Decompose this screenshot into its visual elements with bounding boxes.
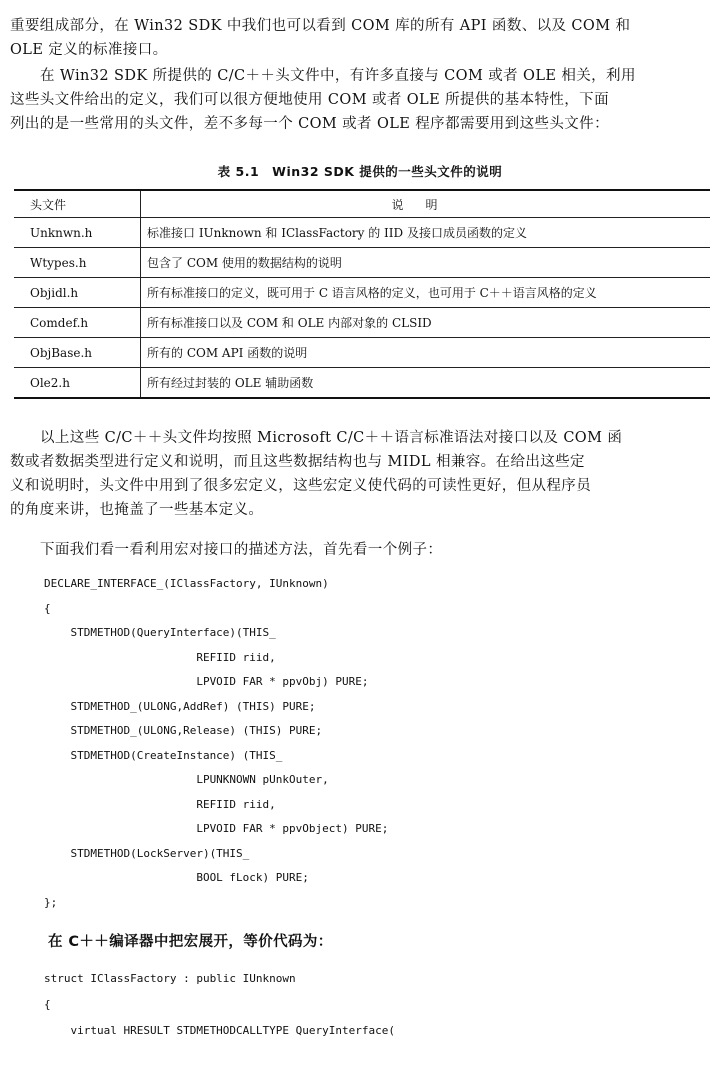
cell-description: 所有标准接口的定义，既可用于 C 语言风格的定义，也可用于 C＋＋语言风格的定义 [141, 278, 711, 308]
cell-description: 所有经过封装的 OLE 辅助函数 [141, 368, 711, 399]
code-block-struct-expansion [44, 966, 395, 1044]
example-intro [10, 538, 710, 562]
cell-file: Wtypes.h [14, 248, 141, 278]
cell-description: 标准接口 IUnknown 和 IClassFactory 的 IID 及接口成员函数的定义 [141, 218, 711, 248]
cell-file: Unknwn.h [14, 218, 141, 248]
macro-paragraph [10, 426, 710, 522]
code-line: REFIID riid, [44, 797, 276, 811]
code-line: LPUNKNOWN pUnkOuter, [44, 773, 329, 786]
table-row [14, 308, 710, 338]
text-line: 重要组成部分，在 Win32 SDK 中我们也可以看到 COM 库的所有 API 函数、以及 COM 和 [10, 18, 631, 34]
code-line: struct IClassFactory : public IUnknown [44, 972, 296, 985]
expansion-heading: 在 C＋＋编译器中把宏展开，等价代码为： [48, 934, 333, 950]
text-line: 义和说明时，头文件中用到了很多宏定义，这些宏定义使代码的可读性更好，但从程序员 [10, 478, 592, 494]
code-line: DECLARE_INTERFACE_(IClassFactory, IUnknown) [44, 577, 329, 590]
code-line: STDMETHOD_(ULONG,Release) (THIS) PURE; [44, 724, 323, 737]
header-files-table [14, 189, 710, 399]
code-line: STDMETHOD(CreateInstance) (THIS_ [44, 748, 283, 762]
code-line: STDMETHOD(LockServer)(THIS_ [44, 846, 250, 860]
code-line: { [44, 998, 51, 1011]
table-row [14, 278, 710, 308]
code-line: BOOL fLock) PURE; [44, 871, 309, 884]
text-line: 的角度来讲，也掩盖了一些基本定义。 [10, 502, 264, 518]
headers-paragraph [10, 64, 710, 136]
code-line: REFIID riid, [44, 650, 276, 664]
text-line: OLE 定义的标准接口。 [10, 42, 168, 58]
code-line: STDMETHOD_(ULONG,AddRef) (THIS) PURE; [44, 699, 316, 713]
code-line: STDMETHOD(QueryInterface)(THIS_ [44, 626, 276, 639]
table-row [14, 218, 710, 248]
cell-file: Objidl.h [14, 278, 141, 308]
cell-file: Comdef.h [14, 308, 141, 338]
column-header-file: 头文件 [14, 190, 141, 218]
table-row [14, 248, 710, 278]
code-line: LPVOID FAR * ppvObject) PURE; [44, 822, 389, 835]
cell-file: ObjBase.h [14, 338, 141, 368]
code-line: virtual HRESULT STDMETHODCALLTYPE QueryInterface( [44, 1024, 395, 1037]
text-line: 这些头文件给出的定义，我们可以很方便地使用 COM 或者 OLE 所提供的基本特性，下面 [10, 92, 609, 108]
text-line: 列出的是一些常用的头文件，差不多每一个 COM 或者 OLE 程序都需要用到这些头文件： [10, 116, 609, 132]
cell-file: Ole2.h [14, 368, 141, 399]
cell-description: 所有的 COM API 函数的说明 [141, 338, 711, 368]
column-header-description: 说明 [141, 190, 711, 218]
intro-paragraph [10, 14, 710, 62]
code-line: { [44, 601, 51, 615]
code-block-declare-interface [44, 572, 388, 915]
text-line: 下面我们看一看利用宏对接口的描述方法，首先看一个例子： [40, 542, 443, 558]
text-line: 数或者数据类型进行定义和说明，而且这些数据结构也与 MIDL 相兼容。在给出这些定 [10, 454, 585, 470]
code-line: }; [44, 895, 58, 909]
table-caption: 表 5.1 Win32 SDK 提供的一些头文件的说明 [217, 164, 503, 179]
table-header-row [14, 190, 710, 218]
table-row [14, 338, 710, 368]
cell-description: 包含了 COM 使用的数据结构的说明 [141, 248, 711, 278]
text-line: 以上这些 C/C＋＋头文件均按照 Microsoft C/C＋＋语言标准语法对接口以及 COM 函 [40, 430, 623, 446]
text-line: 在 Win32 SDK 所提供的 C/C＋＋头文件中，有许多直接与 COM 或者 OLE 相关，利用 [40, 68, 636, 84]
code-line: LPVOID FAR * ppvObj) PURE; [44, 675, 369, 688]
cell-description: 所有标准接口以及 COM 和 OLE 内部对象的 CLSID [141, 308, 711, 338]
table-row [14, 368, 710, 399]
